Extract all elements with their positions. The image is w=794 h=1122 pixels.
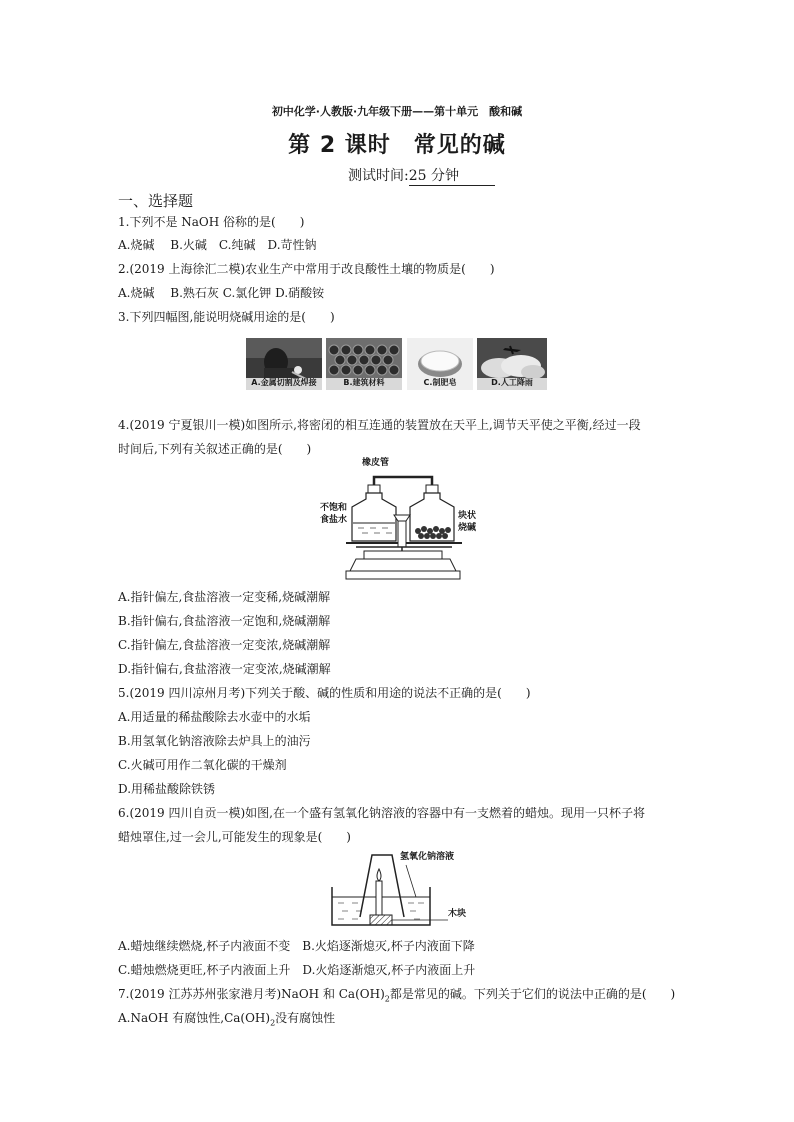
- label-salt-water-1: 不饱和: [320, 503, 348, 513]
- caption-a: A.金属切割及焊接: [251, 378, 317, 387]
- label-caustic-soda-2: 烧碱: [458, 523, 477, 533]
- caption-d: D.人工降雨: [491, 378, 533, 387]
- q4-option-d: D.指针偏右,食盐溶液一定变浓,烧碱潮解: [118, 662, 331, 676]
- label-naoh-solution: 氢氧化钠溶液: [400, 852, 455, 862]
- candle-apparatus-figure: [330, 851, 480, 931]
- balance-apparatus-figure: [316, 459, 486, 584]
- q3-stem: 3.下列四幅图,能说明烧碱用途的是( ): [118, 310, 335, 324]
- q2-options: A.烧碱 B.熟石灰 C.氯化钾 D.硝酸铵: [118, 286, 325, 300]
- label-rubber-tube: 橡皮管: [362, 458, 390, 468]
- q4-option-b: B.指针偏右,食盐溶液一定饱和,烧碱潮解: [118, 614, 331, 628]
- q4-option-c: C.指针偏左,食盐溶液一定变浓,烧碱潮解: [118, 638, 331, 652]
- q5-option-b: B.用氢氧化钠溶液除去炉具上的油污: [118, 734, 311, 748]
- label-salt-water-2: 食盐水: [320, 515, 348, 525]
- q4-option-a: A.指针偏左,食盐溶液一定变稀,烧碱潮解: [118, 590, 331, 604]
- q6-options-line2: C.蜡烛燃烧更旺,杯子内液面上升 D.火焰逐渐熄灭,杯子内液面上升: [118, 963, 476, 977]
- photo-artificial-rain: [477, 338, 547, 390]
- test-time-label: 测试时间:: [348, 168, 409, 184]
- test-time: [348, 165, 495, 186]
- q7-stem: [118, 986, 675, 1007]
- q4-stem-line2: 时间后,下列有关叙述正确的是( ): [118, 442, 312, 456]
- q7-stem-part2: 都是常见的碱。下列关于它们的说法中正确的是( ): [389, 987, 676, 1001]
- q1-stem: 1.下列不是 NaOH 俗称的是( ): [118, 215, 305, 229]
- q5-option-d: D.用稀盐酸除铁锈: [118, 782, 216, 796]
- q6-stem-line2: 蜡烛罩住,过一会儿,可能发生的现象是( ): [118, 830, 351, 844]
- q6-stem-line1: 6.(2019 四川自贡一模)如图,在一个盛有氢氧化钠溶液的容器中有一支燃着的蜡烛。现用一只杯子将: [118, 806, 645, 820]
- photo-building-materials: [326, 338, 402, 390]
- label-wood-block: 木块: [448, 909, 467, 919]
- q1-options: A.烧碱 B.火碱 C.纯碱 D.苛性钠: [118, 238, 317, 252]
- q5-option-c: C.火碱可用作二氧化碳的干燥剂: [118, 758, 287, 772]
- q7-option-a-part1: A.NaOH 有腐蚀性,Ca(OH): [118, 1011, 271, 1025]
- q5-stem: 5.(2019 四川凉州月考)下列关于酸、碱的性质和用途的说法不正确的是( ): [118, 686, 531, 700]
- q7-option-a: [118, 1010, 335, 1031]
- q5-option-a: A.用适量的稀盐酸除去水壶中的水垢: [118, 710, 311, 724]
- q7-stem-subscript: 2: [384, 994, 390, 1004]
- photo-soap: [407, 338, 473, 390]
- lesson-title: 第 2 课时 常见的碱: [288, 133, 506, 158]
- section-title: 一、选择题: [118, 192, 194, 210]
- label-caustic-soda-1: 块状: [458, 511, 477, 521]
- photo-welding: [246, 338, 322, 390]
- document-subtitle: 初中化学·人教版·九年级下册——第十单元 酸和碱: [271, 105, 523, 118]
- q2-stem: 2.(2019 上海徐汇二模)农业生产中常用于改良酸性土壤的物质是( ): [118, 262, 495, 276]
- candle-diagram: [330, 851, 480, 931]
- test-time-value: 25 分钟: [409, 165, 495, 186]
- q7-option-a-part2: 没有腐蚀性: [275, 1011, 336, 1025]
- q7-option-a-subscript: 2: [270, 1018, 276, 1028]
- q7-stem-part1: 7.(2019 江苏苏州张家港月考)NaOH 和 Ca(OH): [118, 987, 385, 1001]
- caption-b: B.建筑材料: [343, 378, 385, 387]
- caption-c: C.制肥皂: [423, 378, 457, 387]
- q4-stem-line1: 4.(2019 宁夏银川一模)如图所示,将密闭的相互连通的装置放在天平上,调节天平使之平衡,经过一段: [118, 418, 641, 432]
- q6-options-line1: A.蜡烛继续燃烧,杯子内液面不变 B.火焰逐渐熄灭,杯子内液面下降: [118, 939, 475, 953]
